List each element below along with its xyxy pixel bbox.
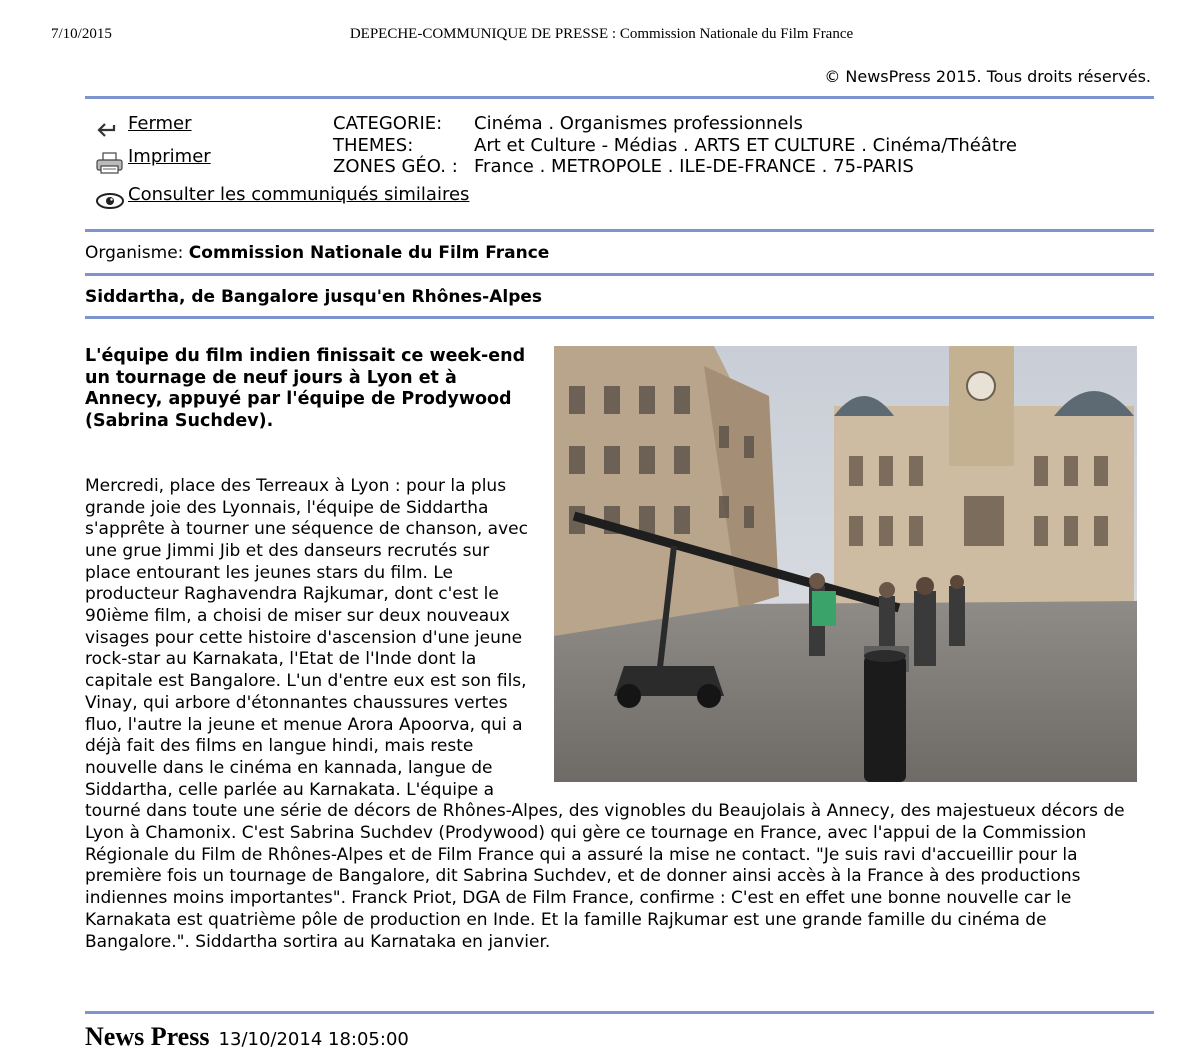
back-arrow-icon xyxy=(95,119,125,141)
article-lead: L'équipe du film indien finissait ce week-end un tournage de neuf jours à Lyon et à Annecy, appuyé par l'équipe de Prodywood (Sabrina Suchdev). xyxy=(85,346,526,432)
divider xyxy=(85,273,1154,276)
divider xyxy=(85,1011,1154,1014)
eye-icon xyxy=(95,190,125,212)
divider xyxy=(85,96,1154,99)
article-body xyxy=(85,346,1155,953)
themes-value: Art et Culture - Médias . ARTS ET CULTURE . Cinéma/Théâtre xyxy=(474,134,1017,156)
print-date: 7/10/2015 xyxy=(51,26,112,42)
themes-label: THEMES: xyxy=(333,134,414,156)
divider xyxy=(85,229,1154,232)
category-value: Cinéma . Organismes professionnels xyxy=(474,113,803,134)
zones-row xyxy=(333,156,1017,178)
category-label: CATEGORIE: xyxy=(333,113,443,134)
close-link[interactable]: Fermer xyxy=(128,113,192,134)
similar-releases-link[interactable]: Consulter les communiqués similaires xyxy=(128,184,470,205)
article-text: Mercredi, place des Terreaux à Lyon : pour la plus grande joie des Lyonnais, l'équipe de Siddartha s'apprête à tourner une séquence de chanson, avec une grue Jimmi Jib et des danseurs recrutés sur place entourant les jeunes stars du film. Le producteur Raghavendra Rajkumar, dont c'est le 90ième film, a choisi de miser sur deux nouveaux visages pour cette histoire d'ascension d'une jeune rock-star au Karnakata, l'Etat de l'Inde dont la capitale est Bangalore. L'un d'entre eux est son fils, Vinay, qui arbore d'étonnantes chaussures vertes fluo, l'autre la jeune et menue Arora Apoorva, qui a déjà fait des films en langue hindi, mais reste nouvelle dans le cinéma en kannada, langue de Siddartha, celle parlée au Karnakata. L'équipe a tourné dans toute une série de décors de Rhônes-Alpes, des vignobles du Beaujolais à Annecy, des majestueux décors de Lyon à Chamonix. C'est Sabrina Suchdev (Prodywood) qui gère ce tournage en France, avec l'appui de la Commission Régionale du Film de Rhônes-Alpes et de Film France qui a assuré la mise ne contact. "Je suis ravi d'accueillir pour la première fois un tournage de Bangalore, dit Sabrina Suchdev, et de donner ainsi accès à la France à des productions indiennes moins importantes". Franck Priot, DGA de Film France, confirme : C'est en effet une bonne nouvelle car le Karnakata est quatrième pôle de production en Inde. Et la famille Rajkumar est une grande famille du cinéma de Bangalore.". Siddartha sortira au Karnataka en janvier. xyxy=(85,475,1125,952)
divider xyxy=(85,316,1154,319)
zones-label: ZONES GÉO. : xyxy=(333,156,458,177)
article-photo xyxy=(554,346,1137,782)
print-link[interactable]: Imprimer xyxy=(128,146,211,167)
themes-row xyxy=(333,135,1017,157)
classification xyxy=(333,113,1017,178)
zones-value: France . METROPOLE . ILE-DE-FRANCE . 75-PARIS xyxy=(474,156,914,177)
page-title: DEPECHE-COMMUNIQUE DE PRESSE : Commission Nationale du Film France xyxy=(349,26,854,42)
organism-label: Organisme: xyxy=(85,243,184,263)
printer-icon xyxy=(95,152,125,174)
footer xyxy=(85,1022,409,1052)
article-headline: Siddartha, de Bangalore jusqu'en Rhônes-Alpes xyxy=(85,287,543,307)
category-row xyxy=(333,113,1017,135)
organism-name: Commission Nationale du Film France xyxy=(188,243,550,263)
copyright-notice: © NewsPress 2015. Tous droits réservés. xyxy=(824,67,1151,86)
footer-brand: News Press xyxy=(85,1022,210,1051)
organism-line xyxy=(85,243,549,263)
footer-timestamp: 13/10/2014 18:05:00 xyxy=(218,1029,409,1050)
